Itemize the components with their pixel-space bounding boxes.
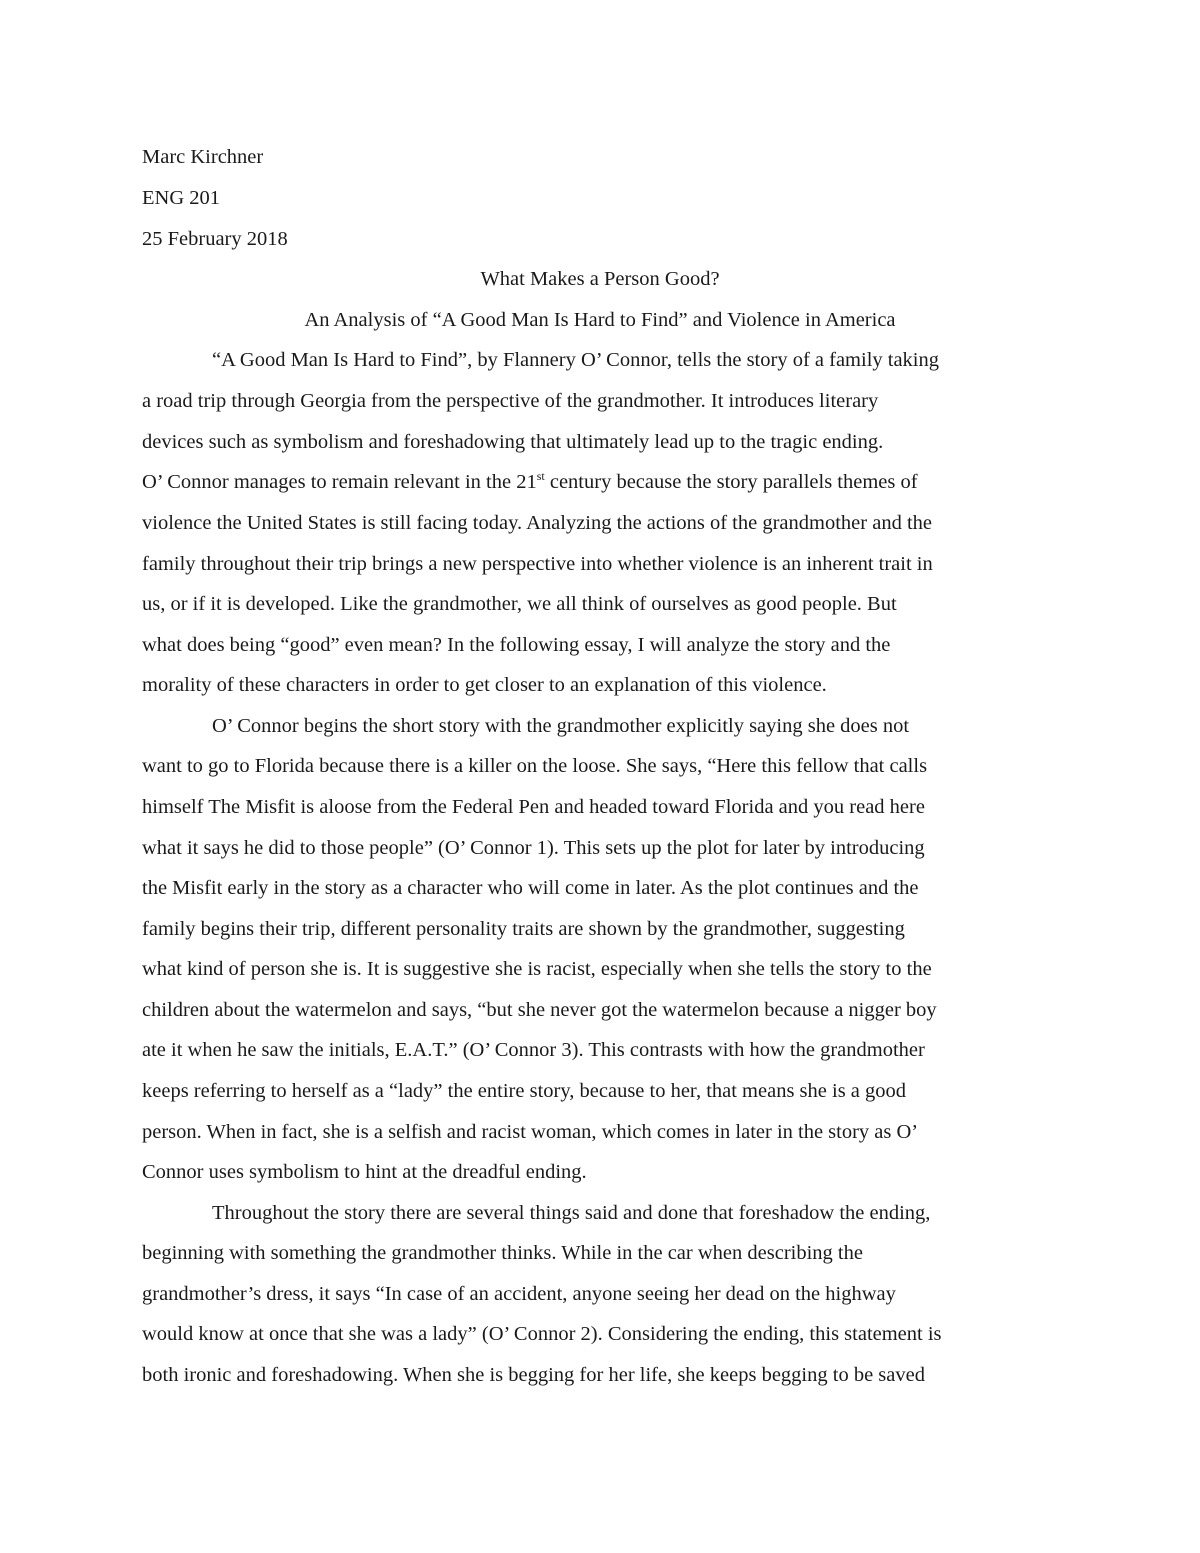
- body-line: keeps referring to herself as a “lady” the entire story, because to her, that means she is a good: [142, 1080, 907, 1102]
- essay-title: What Makes a Person Good?: [480, 268, 720, 290]
- body-line: would know at once that she was a lady” (O’ Connor 2). Considering the ending, this statement is: [142, 1323, 942, 1345]
- body-line: violence the United States is still facing today. Analyzing the actions of the grandmother and the: [142, 512, 932, 534]
- body-line: grandmother’s dress, it says “In case of an accident, anyone seeing her dead on the highway: [142, 1283, 896, 1305]
- body-line: family begins their trip, different personality traits are shown by the grandmother, suggesting: [142, 918, 905, 940]
- author-name: Marc Kirchner: [142, 146, 264, 168]
- body-line: ate it when he saw the initials, E.A.T.” (O’ Connor 3). This contrasts with how the grandmother: [142, 1039, 925, 1061]
- body-line: himself The Misfit is aloose from the Federal Pen and headed toward Florida and you read here: [142, 796, 925, 818]
- body-line: us, or if it is developed. Like the grandmother, we all think of ourselves as good people. But: [142, 593, 897, 615]
- body-line: devices such as symbolism and foreshadowing that ultimately lead up to the tragic ending.: [142, 431, 884, 453]
- body-line: what it says he did to those people” (O’ Connor 1). This sets up the plot for later by introducing: [142, 837, 925, 859]
- body-line: family throughout their trip brings a new perspective into whether violence is an inherent trait in: [142, 553, 933, 575]
- body-line: morality of these characters in order to get closer to an explanation of this violence.: [142, 674, 827, 696]
- body-line: Throughout the story there are several things said and done that foreshadow the ending,: [212, 1202, 931, 1224]
- ordinal-suffix: st: [536, 469, 545, 483]
- body-line: the Misfit early in the story as a character who will come in later. As the plot continues and the: [142, 877, 919, 899]
- body-line: beginning with something the grandmother thinks. While in the car when describing the: [142, 1242, 863, 1264]
- body-line: O’ Connor begins the short story with the grandmother explicitly saying she does not: [212, 715, 910, 737]
- body-line: what kind of person she is. It is suggestive she is racist, especially when she tells the story to the: [142, 958, 932, 980]
- body-line: both ironic and foreshadowing. When she is begging for her life, she keeps begging to be saved: [142, 1364, 925, 1386]
- body-line-text: century because the story parallels themes of: [544, 471, 918, 493]
- essay-date: 25 February 2018: [142, 228, 288, 250]
- course-code: ENG 201: [142, 187, 221, 209]
- body-line: want to go to Florida because there is a killer on the loose. She says, “Here this fellow that calls: [142, 755, 928, 777]
- essay-subtitle: An Analysis of “A Good Man Is Hard to Find” and Violence in America: [304, 309, 896, 331]
- body-line: person. When in fact, she is a selfish and racist woman, which comes in later in the story as O’: [142, 1121, 919, 1143]
- body-line: Connor uses symbolism to hint at the dreadful ending.: [142, 1161, 587, 1183]
- body-line-text: O’ Connor manages to remain relevant in the 21: [142, 471, 537, 493]
- body-line: “A Good Man Is Hard to Find”, by Flannery O’ Connor, tells the story of a family taking: [212, 349, 939, 371]
- body-line: what does being “good” even mean? In the following essay, I will analyze the story and the: [142, 634, 891, 656]
- body-line: children about the watermelon and says, “but she never got the watermelon because a nigger boy: [142, 999, 937, 1021]
- body-line: [142, 470, 918, 494]
- body-line: a road trip through Georgia from the perspective of the grandmother. It introduces literary: [142, 390, 879, 412]
